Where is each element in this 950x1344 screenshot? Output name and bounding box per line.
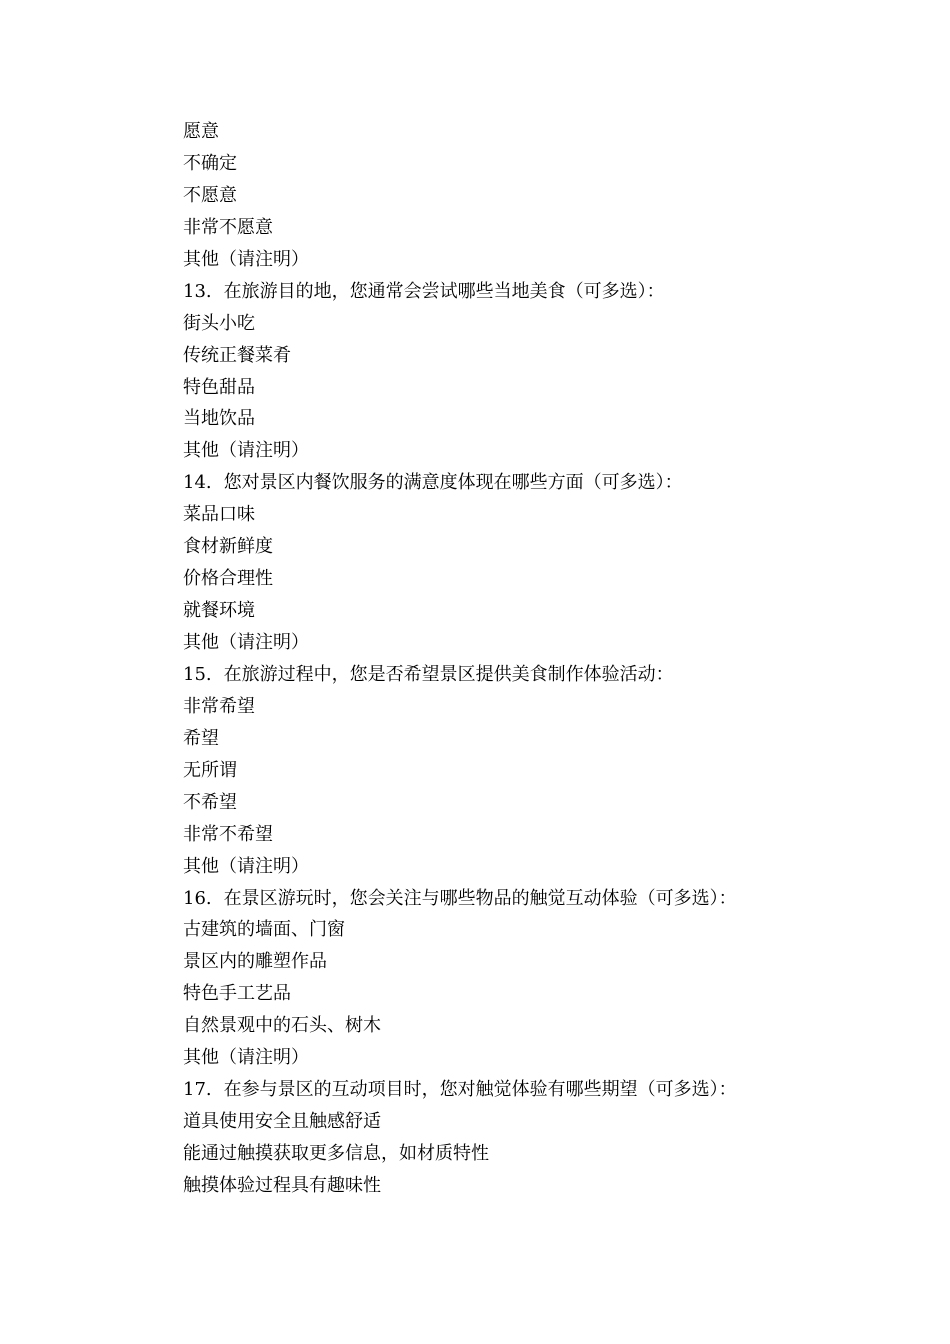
- question-number: 14.: [183, 472, 212, 494]
- answer-option: 价格合理性: [183, 568, 273, 590]
- question-line: [183, 1074, 883, 1106]
- answer-option: 不希望: [183, 791, 237, 813]
- answer-option: 食材新鲜度: [183, 536, 273, 558]
- answer-option: 非常不愿意: [183, 216, 273, 238]
- question-text: 您对景区内餐饮服务的满意度体现在哪些方面（可多选）：: [223, 472, 683, 494]
- answer-option: 希望: [183, 727, 219, 749]
- question-line: [183, 467, 883, 499]
- answer-option: 传统正餐菜肴: [183, 344, 291, 366]
- answer-option: 其他（请注明）: [183, 1047, 309, 1069]
- answer-option: 愿意: [183, 121, 219, 142]
- answer-option: 无所谓: [183, 759, 237, 781]
- answer-option: 其他（请注明）: [183, 632, 309, 653]
- document-page: [183, 116, 883, 1202]
- answer-option: 特色甜品: [183, 376, 255, 398]
- question-number: 15.: [183, 663, 212, 685]
- question-line: [183, 659, 883, 691]
- answer-option: 街头小吃: [183, 312, 255, 334]
- question-number: 13.: [183, 280, 212, 302]
- answer-option: 自然景观中的石头、树木: [183, 1015, 381, 1037]
- answer-option: 非常不希望: [183, 823, 273, 845]
- question-line: [183, 276, 883, 308]
- answer-option: 道具使用安全且触感舒适: [183, 1111, 381, 1133]
- answer-option: 不确定: [183, 152, 237, 174]
- question-number: 17.: [183, 1079, 212, 1101]
- question-text: 在旅游目的地，您通常会尝试哪些当地美食（可多选）：: [223, 280, 665, 302]
- question-text: 在参与景区的互动项目时，您对触觉体验有哪些期望（可多选）：: [223, 1079, 737, 1101]
- answer-option: 触摸体验过程具有趣味性: [183, 1174, 381, 1196]
- answer-option: 特色手工艺品: [183, 983, 291, 1005]
- question-line: [183, 883, 883, 915]
- answer-option: 其他（请注明）: [183, 440, 309, 462]
- answer-option: 能通过触摸获取更多信息，如材质特性: [183, 1143, 489, 1164]
- question-number: 16.: [183, 887, 212, 909]
- answer-option: 菜品口味: [183, 504, 255, 526]
- question-text: 在景区游玩时，您会关注与哪些物品的触觉互动体验（可多选）：: [223, 887, 737, 909]
- answer-option: 不愿意: [183, 184, 237, 206]
- answer-option: 古建筑的墙面、门窗: [183, 919, 345, 941]
- answer-option: 其他（请注明）: [183, 855, 309, 877]
- answer-option: 当地饮品: [183, 408, 255, 430]
- question-text: 在旅游过程中，您是否希望景区提供美食制作体验活动：: [223, 663, 674, 685]
- answer-option: 其他（请注明）: [183, 248, 309, 270]
- answer-option: 就餐环境: [183, 600, 255, 622]
- answer-option: 景区内的雕塑作品: [183, 951, 327, 973]
- answer-option: 非常希望: [183, 695, 255, 717]
